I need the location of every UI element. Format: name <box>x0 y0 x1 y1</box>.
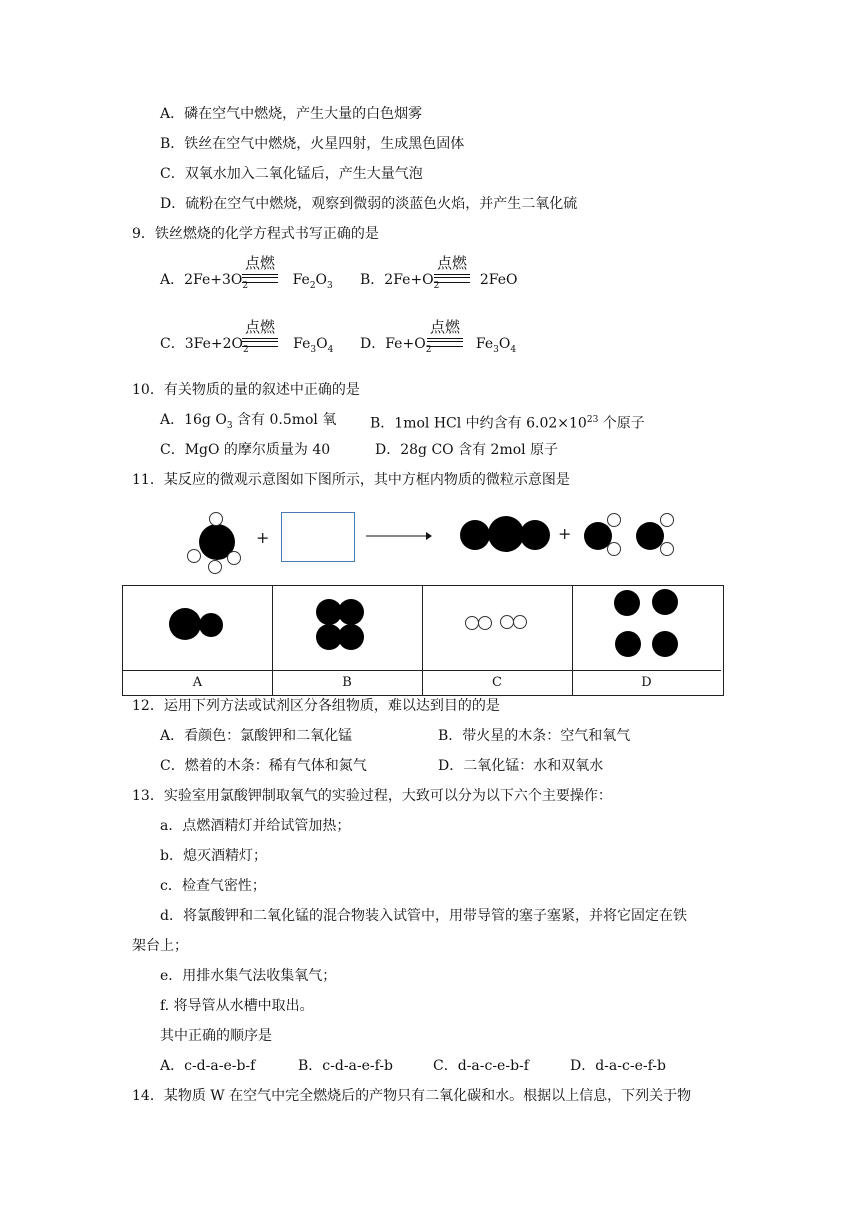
molecule-atom <box>465 616 479 630</box>
q13-option-b: B．c-d-a-e-f-b <box>298 1058 394 1074</box>
q8-option-d: D．硫粉在空气中燃烧，观察到微弱的淡蓝色火焰，并产生二氧化硫 <box>160 196 578 212</box>
product-small-atom <box>660 542 674 556</box>
q11-options-table <box>122 585 724 696</box>
q10-option-a: A．16g $O_3$ 含有 0.5mol 氧 <box>160 412 337 431</box>
q9-b-condition: 点燃 <box>436 254 467 272</box>
q9-option-c: C．$3Fe+2O_2$ $Fe_3O_4$ <box>160 336 334 355</box>
q13-option-d: D．d-a-c-e-f-b <box>570 1058 666 1074</box>
q9-a-equals <box>242 274 278 283</box>
q9-stem: 9．铁丝燃烧的化学方程式书写正确的是 <box>132 226 379 242</box>
option-label-c: C <box>422 670 572 695</box>
q13-stem: 13．实验室用氯酸钾制取氧气的实验过程，大致可以分为以下六个主要操作： <box>132 788 612 804</box>
q10-option-c: C．MgO 的摩尔质量为 40 <box>160 442 331 458</box>
q12-stem: 12．运用下列方法或试剂区分各组物质，难以达到目的的是 <box>132 698 500 714</box>
product-atom <box>520 520 550 550</box>
q12-option-b: B．带火星的木条：空气和氧气 <box>438 728 631 744</box>
molecule-atom <box>652 631 678 657</box>
molecule-atom <box>615 631 641 657</box>
q10-option-d: D．28g CO 含有 2mol 原子 <box>375 442 559 458</box>
q13-step-d-line2: 架台上； <box>132 938 188 954</box>
q8-option-c: C．双氧水加入二氧化锰后，产生大量气泡 <box>160 166 423 182</box>
q10-option-b: B．1mol HCl 中约含有 $6.02\times 10^{23}$ 个原子 <box>370 415 645 432</box>
reactant-small-atom <box>209 512 223 526</box>
q9-option-b: B．$2Fe+O_2$ 2FeO <box>360 272 518 291</box>
q9-option-a: A．$2Fe+3O_2$ $Fe_2O_3$ <box>160 272 333 291</box>
q9-c-condition: 点燃 <box>244 318 275 336</box>
option-label-a: A <box>123 670 272 695</box>
blank-box <box>281 512 355 562</box>
molecule-atom <box>169 608 201 640</box>
q11-stem: 11．某反应的微观示意图如下图所示，其中方框内物质的微粒示意图是 <box>132 472 570 488</box>
reactant-small-atom <box>227 551 241 565</box>
molecule-atom <box>513 615 527 629</box>
option-cell-b <box>272 586 423 695</box>
option-label-d: D <box>572 670 721 695</box>
molecule-atom <box>338 599 364 625</box>
q12-option-c: C．燃着的木条：稀有气体和氮气 <box>160 758 367 774</box>
molecule-atom <box>478 616 492 630</box>
q9-d-equals <box>427 338 463 347</box>
q13-step-c: c．检查气密性； <box>160 878 266 894</box>
q13-step-f: f. 将导管从水槽中取出。 <box>160 998 314 1014</box>
product-small-atom <box>607 542 621 556</box>
plus-sign: + <box>558 524 572 543</box>
reactant-small-atom <box>187 549 201 563</box>
option-label-b: B <box>272 670 422 695</box>
molecule-atom <box>652 589 678 615</box>
q9-a-condition: 点燃 <box>244 254 275 272</box>
molecule-atom <box>199 613 223 637</box>
q12-option-d: D．二氧化锰：水和双氧水 <box>438 758 604 774</box>
q13-step-a: a．点燃酒精灯并给试管加热； <box>160 818 351 834</box>
option-cell-d <box>572 586 721 695</box>
plus-sign: + <box>256 528 270 547</box>
option-cell-a <box>123 586 273 695</box>
q9-b-equals <box>434 274 470 283</box>
product-small-atom <box>607 513 621 527</box>
q9-option-d: D．$Fe+O_2$ $Fe_3O_4$ <box>360 336 517 355</box>
option-cell-c <box>422 586 573 695</box>
q9-d-condition: 点燃 <box>429 318 460 336</box>
q10-stem: 10．有关物质的量的叙述中正确的是 <box>132 382 360 398</box>
molecule-atom <box>500 615 514 629</box>
q9-c-equals <box>242 338 278 347</box>
q8-option-a: A．磷在空气中燃烧，产生大量的白色烟雾 <box>160 106 423 122</box>
q13-option-a: A．c-d-a-e-b-f <box>160 1058 256 1074</box>
q13-step-e: e．用排水集气法收集氧气； <box>160 968 337 984</box>
q13-step-d-line1: d．将氯酸钾和二氧化锰的混合物装入试管中，用带导管的塞子塞紧，并将它固定在铁 <box>160 908 687 924</box>
molecule-atom <box>338 624 364 650</box>
product-atom <box>488 516 524 552</box>
product-small-atom <box>660 513 674 527</box>
product-atom <box>460 520 490 550</box>
q14-stem: 14．某物质 W 在空气中完全燃烧后的产物只有二氧化碳和水。根据以上信息，下列关于物 <box>132 1088 692 1104</box>
q13-option-c: C．d-a-c-e-b-f <box>433 1058 529 1074</box>
molecule-atom <box>614 590 640 616</box>
reactant-small-atom <box>208 560 222 574</box>
q12-option-a: A．看颜色：氯酸钾和二氧化锰 <box>160 728 353 744</box>
q13-step-b: b．熄灭酒精灯； <box>160 848 267 864</box>
reaction-arrow <box>366 530 432 542</box>
q8-option-b: B．铁丝在空气中燃烧，火星四射，生成黑色固体 <box>160 136 465 152</box>
q13-ask: 其中正确的顺序是 <box>160 1028 272 1044</box>
